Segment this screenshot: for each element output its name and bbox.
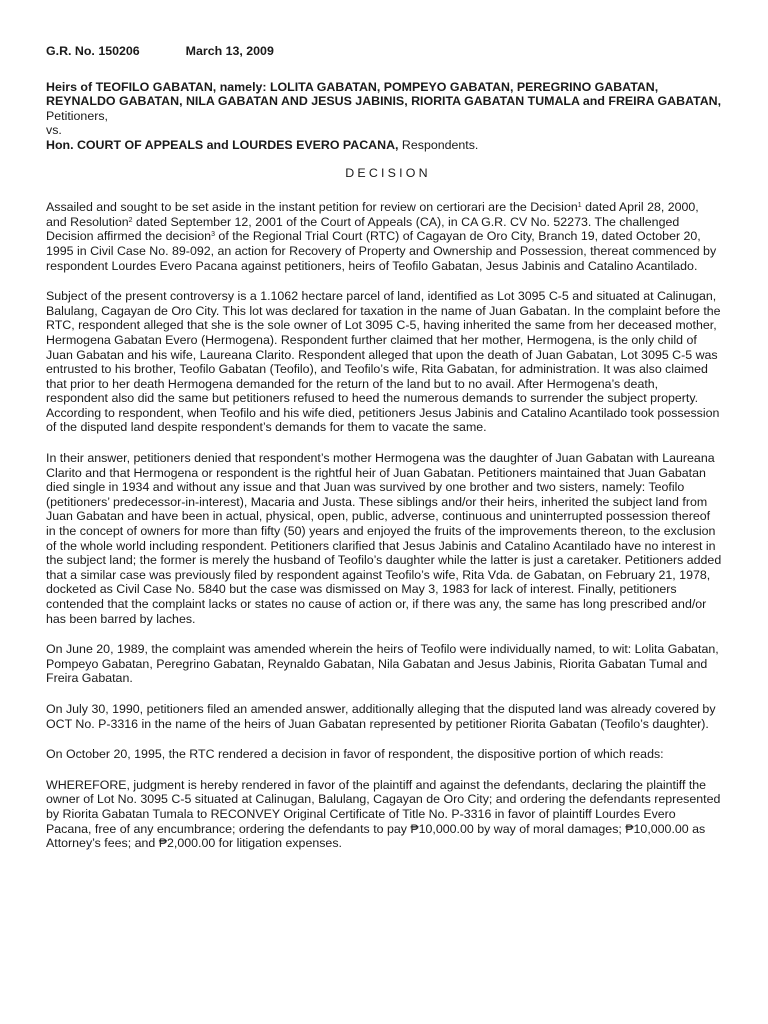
case-header [46, 44, 722, 59]
petitioners-label: Petitioners, [46, 108, 108, 123]
paragraph-1-text-b: dated April 28, 2000, and Resolution [46, 200, 699, 229]
case-number: G.R. No. 150206 [46, 44, 140, 58]
paragraph-1-text-d: of the Regional Trial Court (RTC) of Cagayan de Oro City, Branch 19, dated October 20, 1995 in Civil Case No. 89-092, an action for Recovery of Property and Ownership and Possession, thereat commenced by respondent Lourdes Evero Pacana against petitioners, heirs of Teofilo Gabatan, Jesus Jabinis and Catalino Acantilado. [46, 229, 717, 273]
paragraph-5: On July 30, 1990, petitioners filed an amended answer, additionally alleging that the disputed land was already covered by OCT No. P-3316 in the name of the heirs of Juan Gabatan represented by petitioner Riorita Gabatan (Teofilo’s daughter). [46, 701, 716, 731]
paragraph-1-text-a: Assailed and sought to be set aside in the instant petition for review on certiorari are the Decision [46, 200, 578, 215]
paragraph-7-dispositive: WHEREFORE, judgment is hereby rendered in favor of the plaintiff and against the defendants, declaring the plaintiff the owner of Lot No. 3095 C-5 situated at Calinugan, Balulang, Cagayan de Oro City; and ordering the defendants represented by Riorita Gabatan Tumala to RECONVEY Original Certificate of Title No. P-3316 in favor of plaintiff Lourdes Evero Pacana, free of any encumbrance; ordering the defendants to pay ₱10,000.00 by way of moral damages; ₱10,000.00 as Attorney’s fees; and ₱2,000.00 for litigation expenses. [46, 777, 721, 851]
case-caption [46, 80, 722, 153]
case-date: March 13, 2009 [185, 44, 274, 58]
paragraph-6: On October 20, 1995, the RTC rendered a decision in favor of respondent, the dispositive portion of which reads: [46, 747, 664, 762]
respondents-line [46, 138, 722, 153]
footnote-3-link[interactable]: 3 [211, 231, 215, 239]
paragraph-2: Subject of the present controversy is a 1.1062 hectare parcel of land, identified as Lot 3095 C-5 and situated at Calinugan, Balulang, Cagayan de Oro City. This lot was declared for taxation in the name of Juan Gabatan. In the complaint before the RTC, respondent alleged that she is the sole owner of Lot 3095 C-5, having inherited the same from her deceased mother, Hermogena Gabatan Evero (Hermogena). Respondent further claimed that her mother, Hermogena, is the only child of Juan Gabatan and his wife, Laureana Clarito. Respondent alleged that upon the death of Juan Gabatan, Lot 3095 C-5 was entrusted to his brother, Teofilo Gabatan (Teofilo), and Teofilo’s wife, Rita Gabatan, for administration. It was also claimed that prior to her death Hermogena demanded for the return of the land but to no avail. After Hermogena’s death, respondent also did the same but petitioners refused to heed the numerous demands to surrender the subject property. According to respondent, when Teofilo and his wife died, petitioners Jesus Jabinis and Catalino Acantilado took possession of the disputed land despite respondent’s demands for them to vacate the same. [46, 289, 721, 435]
paragraph-4: On June 20, 1989, the complaint was amended wherein the heirs of Teofilo were individually named, to wit: Lolita Gabatan, Pompeyo Gabatan, Peregrino Gabatan, Reynaldo Gabatan, Nila Gabatan and Jesus Jabinis, Riorita Gabatan Tumal and Freira Gabatan. [46, 642, 719, 686]
footnote-2-link[interactable]: 2 [128, 216, 133, 224]
respondents-label: Respondents. [398, 137, 479, 152]
paragraph-1 [46, 200, 722, 273]
petitioners-line [46, 80, 722, 124]
respondents-names: Hon. COURT OF APPEALS and LOURDES EVERO PACANA, [46, 137, 399, 152]
footnote-1-link[interactable]: 1 [577, 202, 582, 210]
paragraph-3: In their answer, petitioners denied that respondent’s mother Hermogena was the daughter of Juan Gabatan with Laureana Clarito and that Hermogena or respondent is the rightful heir of Juan Gabatan. Petitioners maintained that Juan Gabatan died single in 1934 and without any issue and that Juan was survived by one brother and two sisters, namely: Teofilo (petitioners’ predecessor-in-interest), Macaria and Justa. These siblings and/or their heirs, inherited the subject land from Juan Gabatan and have been in actual, physical, open, public, adverse, continuous and uninterrupted possession thereof in the concept of owners for more than fifty (50) years and enjoyed the fruits of the improvements thereon, to the exclusion of the whole world including respondent. Petitioners clarified that Jesus Jabinis and Catalino Acantilado have no interest in the subject land; the former is merely the husband of Teofilo’s daughter while the latter is just a caretaker. Petitioners added that a similar case was previously filed by respondent against Teofilo’s wife, Rita Vda. de Gabatan, on February 21, 1978, docketed as Civil Case No. 5840 but the case was dismissed on May 3, 1983 for lack of interest. Finally, petitioners contended that the complaint lacks or states no cause of action or, if there was any, the same has long prescribed and/or has been barred by laches. [46, 451, 722, 626]
paragraph-1-text-c: dated September 12, 2001 of the Court of Appeals (CA), in CA G.R. CV No. 52273. The challenged Decision affirmed the decision [46, 214, 680, 244]
petitioners-names: Heirs of TEOFILO GABATAN, namely: LOLITA GABATAN, POMPEYO GABATAN, PEREGRINO GABATAN, REYNALDO GABATAN, NILA GABATAN AND JESUS JABINIS, RIORITA GABATAN TUMALA and FREIRA GABATAN, [46, 79, 722, 109]
versus: vs. [46, 123, 62, 138]
decision-title: DECISION [345, 165, 431, 180]
